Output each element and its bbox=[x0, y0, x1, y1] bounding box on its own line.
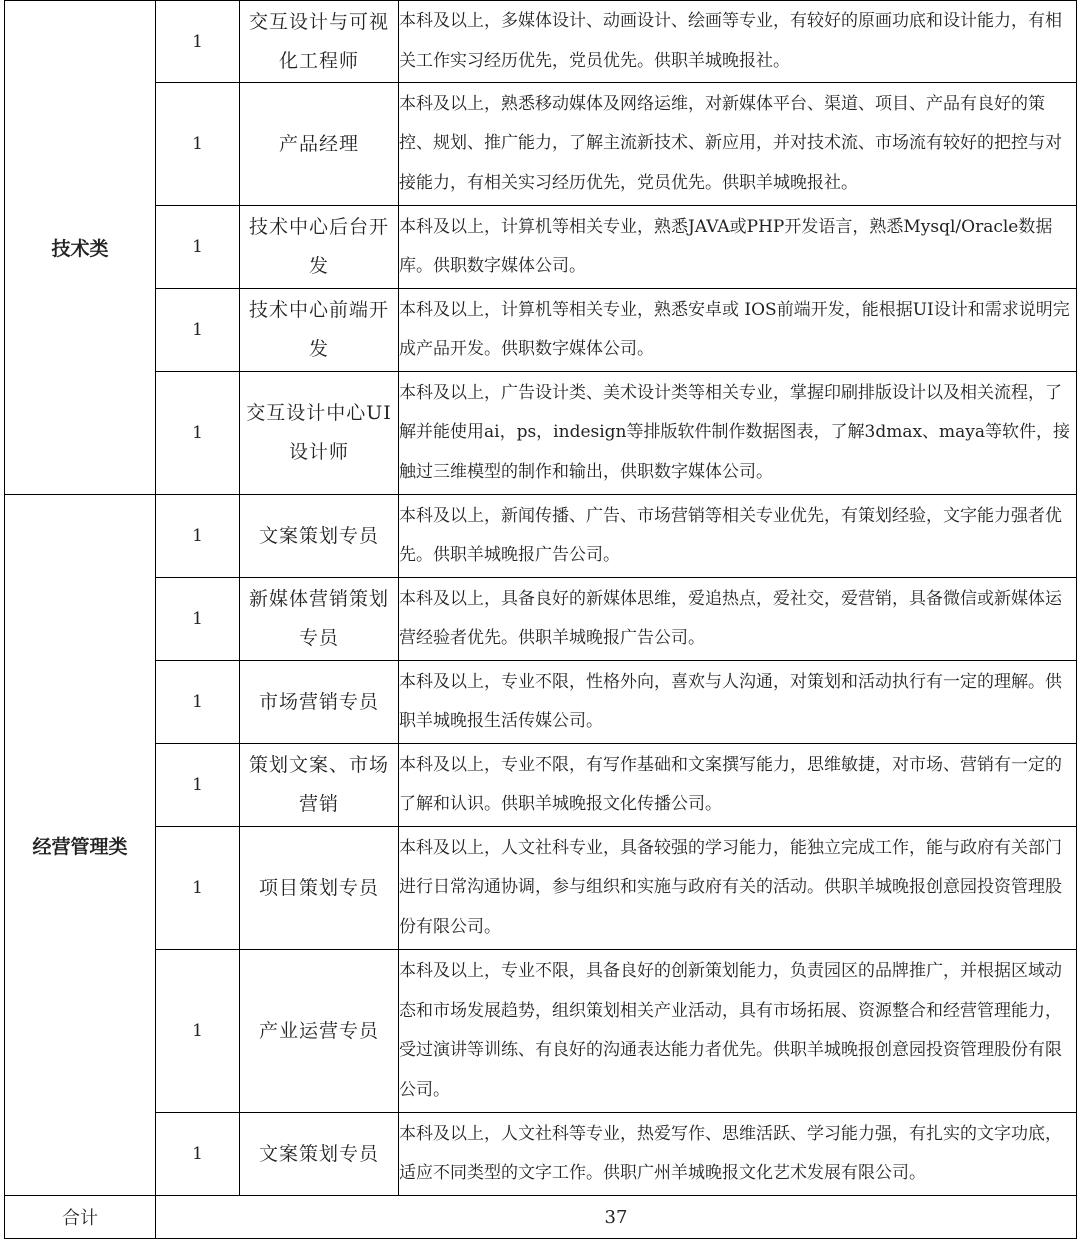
total-label: 合计 bbox=[5, 1196, 156, 1239]
requirement-cell: 本科及以上，计算机等相关专业，熟悉JAVA或PHP开发语言，熟悉Mysql/Oracle数据库。供职数字媒体公司。 bbox=[399, 206, 1077, 289]
recruitment-table bbox=[4, 0, 1077, 1239]
requirement-cell: 本科及以上，专业不限，有写作基础和文案撰写能力，思维敏捷，对市场、营销有一定的了解和认识。供职羊城晚报文化传播公司。 bbox=[399, 744, 1077, 827]
headcount-cell: 1 bbox=[156, 289, 240, 372]
position-cell: 文案策划专员 bbox=[240, 495, 399, 578]
requirement-cell: 本科及以上，新闻传播、广告、市场营销等相关专业优先，有策划经验，文字能力强者优先。供职羊城晚报广告公司。 bbox=[399, 495, 1077, 578]
category-cell-tech: 技术类 bbox=[5, 1, 156, 495]
requirement-cell: 本科及以上，多媒体设计、动画设计、绘画等专业，有较好的原画功底和设计能力，有相关工作实习经历优先，党员优先。供职羊城晚报社。 bbox=[399, 1, 1077, 83]
table-row bbox=[5, 289, 1077, 372]
headcount-cell: 1 bbox=[156, 827, 240, 950]
headcount-cell: 1 bbox=[156, 1113, 240, 1196]
position-cell: 市场营销专员 bbox=[240, 661, 399, 744]
table-row bbox=[5, 372, 1077, 495]
position-cell: 交互设计与可视化工程师 bbox=[240, 1, 399, 83]
headcount-cell: 1 bbox=[156, 1, 240, 83]
requirement-cell: 本科及以上，具备良好的新媒体思维，爱追热点，爱社交，爱营销，具备微信或新媒体运营经验者优先。供职羊城晚报广告公司。 bbox=[399, 578, 1077, 661]
requirement-cell: 本科及以上，广告设计类、美术设计类等相关专业，掌握印刷排版设计以及相关流程，了解并能使用ai，ps，indesign等排版软件制作数据图表，了解3dmax、maya等软件，接触过三维模型的制作和输出，供职数字媒体公司。 bbox=[399, 372, 1077, 495]
total-row bbox=[5, 1196, 1077, 1239]
requirement-cell: 本科及以上，专业不限，具备良好的创新策划能力，负责园区的品牌推广，并根据区域动态和市场发展趋势，组织策划相关产业活动，具有市场拓展、资源整合和经营管理能力，受过演讲等训练、有良好的沟通表达能力者优先。供职羊城晚报创意园投资管理股份有限公司。 bbox=[399, 950, 1077, 1113]
headcount-cell: 1 bbox=[156, 744, 240, 827]
position-cell: 产品经理 bbox=[240, 83, 399, 206]
table-row bbox=[5, 827, 1077, 950]
requirement-cell: 本科及以上，熟悉移动媒体及网络运维，对新媒体平台、渠道、项目、产品有良好的策控、规划、推广能力，了解主流新技术、新应用，并对技术流、市场流有较好的把控与对接能力，有相关实习经历优先，党员优先。供职羊城晚报社。 bbox=[399, 83, 1077, 206]
headcount-cell: 1 bbox=[156, 950, 240, 1113]
headcount-cell: 1 bbox=[156, 206, 240, 289]
position-cell: 项目策划专员 bbox=[240, 827, 399, 950]
headcount-cell: 1 bbox=[156, 578, 240, 661]
headcount-cell: 1 bbox=[156, 495, 240, 578]
total-value: 37 bbox=[156, 1196, 1077, 1239]
table-row bbox=[5, 1, 1077, 83]
table-row bbox=[5, 83, 1077, 206]
requirement-cell: 本科及以上，专业不限，性格外向，喜欢与人沟通，对策划和活动执行有一定的理解。供职羊城晚报生活传媒公司。 bbox=[399, 661, 1077, 744]
requirement-cell: 本科及以上，人文社科专业，具备较强的学习能力，能独立完成工作，能与政府有关部门进行日常沟通协调，参与组织和实施与政府有关的活动。供职羊城晚报创意园投资管理股份有限公司。 bbox=[399, 827, 1077, 950]
table-row bbox=[5, 206, 1077, 289]
headcount-cell: 1 bbox=[156, 372, 240, 495]
requirement-cell: 本科及以上，人文社科等专业，热爱写作、思维活跃、学习能力强，有扎实的文字功底，适应不同类型的文字工作。供职广州羊城晚报文化艺术发展有限公司。 bbox=[399, 1113, 1077, 1196]
position-cell: 技术中心前端开发 bbox=[240, 289, 399, 372]
position-cell: 交互设计中心UI设计师 bbox=[240, 372, 399, 495]
table-row bbox=[5, 495, 1077, 578]
position-cell: 策划文案、市场营销 bbox=[240, 744, 399, 827]
position-cell: 技术中心后台开发 bbox=[240, 206, 399, 289]
headcount-cell: 1 bbox=[156, 83, 240, 206]
table-row bbox=[5, 950, 1077, 1113]
position-cell: 产业运营专员 bbox=[240, 950, 399, 1113]
table-row bbox=[5, 1113, 1077, 1196]
headcount-cell: 1 bbox=[156, 661, 240, 744]
requirement-cell: 本科及以上，计算机等相关专业，熟悉安卓或 IOS前端开发，能根据UI设计和需求说明完成产品开发。供职数字媒体公司。 bbox=[399, 289, 1077, 372]
category-cell-management: 经营管理类 bbox=[5, 495, 156, 1196]
table-row bbox=[5, 744, 1077, 827]
position-cell: 文案策划专员 bbox=[240, 1113, 399, 1196]
table-row bbox=[5, 578, 1077, 661]
table-row bbox=[5, 661, 1077, 744]
position-cell: 新媒体营销策划专员 bbox=[240, 578, 399, 661]
